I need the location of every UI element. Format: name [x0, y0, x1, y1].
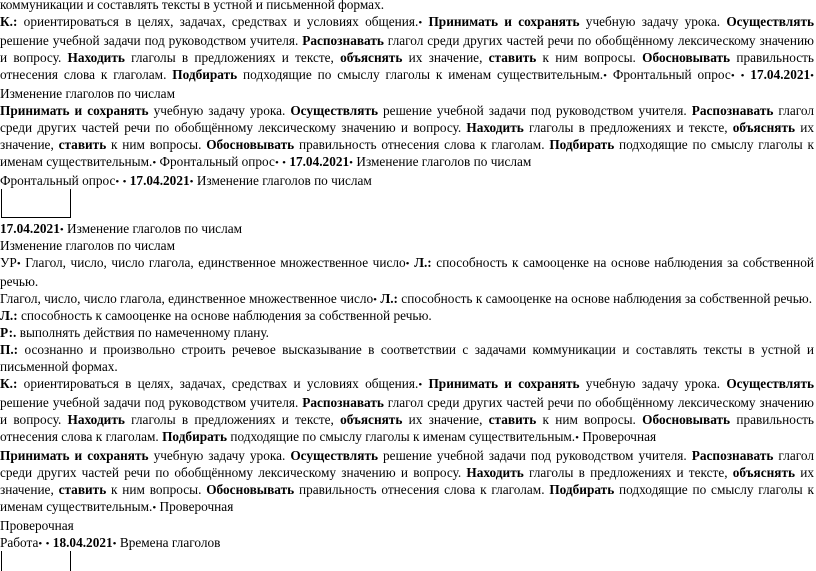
bold-term: ставить: [488, 412, 537, 427]
bold-term: Распознавать: [691, 103, 774, 118]
bullet-icon: •: [740, 70, 745, 82]
text-span: правильность отнесения слова к глаголам.: [294, 137, 550, 152]
text-span: выполнять действия по намеченному плану.: [16, 325, 270, 340]
text-span: учебную задачу урока.: [148, 103, 291, 118]
bold-term: Осуществлять: [726, 14, 815, 29]
text-line: [0, 237, 816, 254]
bold-term: Находить: [466, 120, 524, 135]
text-span: к ним вопросы.: [536, 412, 643, 427]
text-span: подходящие по смыслу глаголы к именам существительным.: [227, 429, 576, 444]
bullet-icon: •: [274, 157, 279, 169]
text-span: глаголы в предложениях и тексте,: [523, 465, 733, 480]
date-label: 18.04.2021: [52, 535, 113, 550]
date-label: 17.04.2021: [750, 67, 811, 82]
text-span: глагол среди других частей речи по обобщённому лексическому значению и вопросу.: [0, 395, 814, 427]
text-span: учебную задачу урока.: [579, 376, 727, 391]
bullet-icon: •: [349, 157, 354, 169]
label-l: Л.:: [380, 291, 398, 306]
label-r: Р:.: [0, 325, 17, 340]
paragraph-accept: [0, 102, 814, 172]
bold-term: Подбирать: [162, 429, 228, 444]
text-span: коммуникации и составлять тексты в устной и письменной формах.: [0, 0, 385, 12]
bold-term: Находить: [67, 50, 125, 65]
bullet-icon: •: [405, 258, 410, 270]
bold-term: Распознавать: [302, 33, 384, 48]
bullet-icon: •: [418, 379, 423, 391]
text-span: ориентироваться в целях, задачах, средствах и условиях общения.: [17, 376, 419, 391]
text-span: правильность отнесения слова к глаголам.: [294, 482, 550, 497]
bullet-icon: •: [16, 258, 21, 270]
bullet-icon: •: [282, 157, 286, 169]
text-span: подходящие по смыслу глаголы к именам существительным.: [237, 67, 604, 82]
bullet-icon: •: [59, 224, 64, 236]
bold-term: ставить: [58, 137, 107, 152]
label-k: К.:: [0, 376, 18, 391]
text-span: решение учебной задачи под руководством учителя.: [0, 395, 303, 410]
bullet-icon: •: [603, 70, 607, 82]
text-span: способность к самооценке на основе наблюдения за собственной речью.: [397, 291, 813, 306]
bullet-icon: •: [45, 538, 50, 550]
text-span: подходящие по смыслу глаголы к именам существительным.: [0, 137, 814, 169]
bold-term: Осуществлять: [290, 448, 379, 463]
bullet-icon: •: [115, 176, 120, 188]
bullet-icon: •: [418, 17, 423, 29]
text-span: Изменение глаголов по числам: [356, 154, 532, 169]
paragraph-p: [0, 341, 814, 375]
text-span: учебную задачу урока.: [579, 14, 727, 29]
bold-term: Обосновывать: [206, 482, 295, 497]
text-span: глаголы в предложениях и тексте,: [124, 50, 341, 65]
date-label: 17.04.2021: [289, 154, 350, 169]
text-span: их значение,: [402, 50, 489, 65]
text-span: Фронтальный опрос: [0, 173, 116, 188]
text-span: УР: [0, 255, 17, 270]
bold-term: Находить: [67, 412, 125, 427]
text-line: [0, 307, 816, 324]
bold-term: Находить: [466, 465, 524, 480]
text-span: способность к самооценке на основе наблюдения за собственной речью.: [17, 308, 432, 323]
bold-term: ставить: [58, 482, 107, 497]
text-span: решение учебной задачи под руководством учителя.: [0, 33, 303, 48]
empty-box: [1, 189, 71, 218]
text-span: глагол среди других частей речи по обобщённому лексическому значению и вопросу.: [0, 33, 814, 65]
text-span: Глагол, число, число глагола, единственное множественное число: [0, 291, 374, 306]
text-span: решение учебной задачи под руководством учителя.: [378, 103, 692, 118]
bold-term: объяснять: [732, 120, 796, 135]
text-span: глагол среди других частей речи по обобщённому лексическому значению и вопросу.: [0, 448, 814, 480]
text-span: к ним вопросы.: [106, 137, 207, 152]
bullet-icon: •: [112, 538, 117, 550]
bold-term: Принимать и сохранять: [428, 14, 580, 29]
date-label: 17.04.2021: [129, 173, 190, 188]
text-span: Изменение глаголов по числам: [0, 238, 176, 253]
text-span: глагол среди других частей речи по обобщённому лексическому значению и вопросу.: [0, 103, 814, 135]
text-span: правильность отнесения слова к глаголам.: [0, 50, 814, 82]
bold-term: Обосновывать: [642, 50, 731, 65]
text-span: к ним вопросы.: [106, 482, 207, 497]
label-l: Л.:: [414, 255, 432, 270]
text-span: глаголы в предложениях и тексте,: [124, 412, 341, 427]
text-span: Изменение глаголов по числам: [196, 173, 372, 188]
text-line: [0, 324, 816, 341]
text-line: [0, 220, 816, 237]
bold-term: Принимать и сохранять: [0, 103, 149, 118]
bold-term: Обосновывать: [206, 137, 295, 152]
text-span: учебную задачу урока.: [148, 448, 291, 463]
text-line: [0, 534, 816, 551]
text-span: глаголы в предложениях и тексте,: [523, 120, 733, 135]
text-span: Фронтальный опрос: [612, 67, 731, 82]
bold-term: Подбирать: [549, 482, 615, 497]
text-span: способность к самооценке на основе наблюдения за собственной речью.: [0, 255, 814, 289]
text-span: подходящие по смыслу глаголы к именам существительным.: [0, 482, 814, 514]
label-p: П.:: [0, 342, 19, 357]
text-span: решение учебной задачи под руководством учителя.: [378, 448, 692, 463]
bold-term: Обосновывать: [642, 412, 731, 427]
bold-term: Распознавать: [302, 395, 384, 410]
paragraph-k2: [0, 375, 814, 447]
bold-term: Распознавать: [691, 448, 774, 463]
text-span: их значение,: [0, 120, 814, 152]
text-span: Изменение глаголов по числам: [67, 221, 243, 236]
bold-term: Принимать и сохранять: [0, 448, 149, 463]
text-span: Проверочная: [0, 518, 74, 533]
bullet-icon: •: [38, 538, 43, 550]
bold-term: объяснять: [340, 50, 403, 65]
bold-term: Осуществлять: [726, 376, 815, 391]
bullet-icon: •: [575, 432, 579, 444]
text-span: Изменение глаголов по числам: [0, 86, 176, 101]
bold-term: Принимать и сохранять: [428, 376, 580, 391]
text-span: Фронтальный опрос: [159, 154, 275, 169]
label-l: Л.:: [0, 308, 18, 323]
label-k: К.:: [0, 14, 18, 29]
text-line: [0, 172, 816, 189]
text-span: Проверочная: [582, 429, 657, 444]
paragraph-k: [0, 13, 814, 102]
text-span: Работа: [0, 535, 39, 550]
bold-term: ставить: [488, 50, 537, 65]
text-span: правильность отнесения слова к глаголам.: [0, 412, 814, 444]
empty-box: [1, 551, 71, 571]
bullet-icon: •: [189, 176, 194, 188]
bold-term: объяснять: [732, 465, 796, 480]
bullet-icon: •: [810, 70, 814, 82]
paragraph-ur: [0, 254, 814, 290]
bold-term: Подбирать: [549, 137, 615, 152]
bold-term: Подбирать: [172, 67, 238, 82]
text-span: осознанно и произвольно строить речевое высказывание в соответствии с задачами коммуникации и составлять тексты в устной и письменной формах.: [0, 342, 814, 374]
text-span: Глагол, число, число глагола, единственное множественное число: [20, 255, 406, 270]
text-line: [0, 290, 816, 307]
text-span: ориентироваться в целях, задачах, средствах и условиях общения.: [17, 14, 419, 29]
bold-term: Осуществлять: [290, 103, 379, 118]
bullet-icon: •: [373, 294, 377, 306]
date-label: 17.04.2021: [0, 221, 60, 236]
text-line: [0, 0, 816, 13]
text-span: к ним вопросы.: [536, 50, 643, 65]
bullet-icon: •: [730, 70, 735, 82]
text-span: их значение,: [0, 465, 814, 497]
bold-term: объяснять: [340, 412, 403, 427]
paragraph-accept2: [0, 447, 814, 517]
text-span: Проверочная: [159, 499, 234, 514]
text-span: их значение,: [402, 412, 489, 427]
text-span: Времена глаголов: [119, 535, 221, 550]
bullet-icon: •: [152, 502, 157, 514]
bullet-icon: •: [122, 176, 127, 188]
bullet-icon: •: [152, 157, 157, 169]
